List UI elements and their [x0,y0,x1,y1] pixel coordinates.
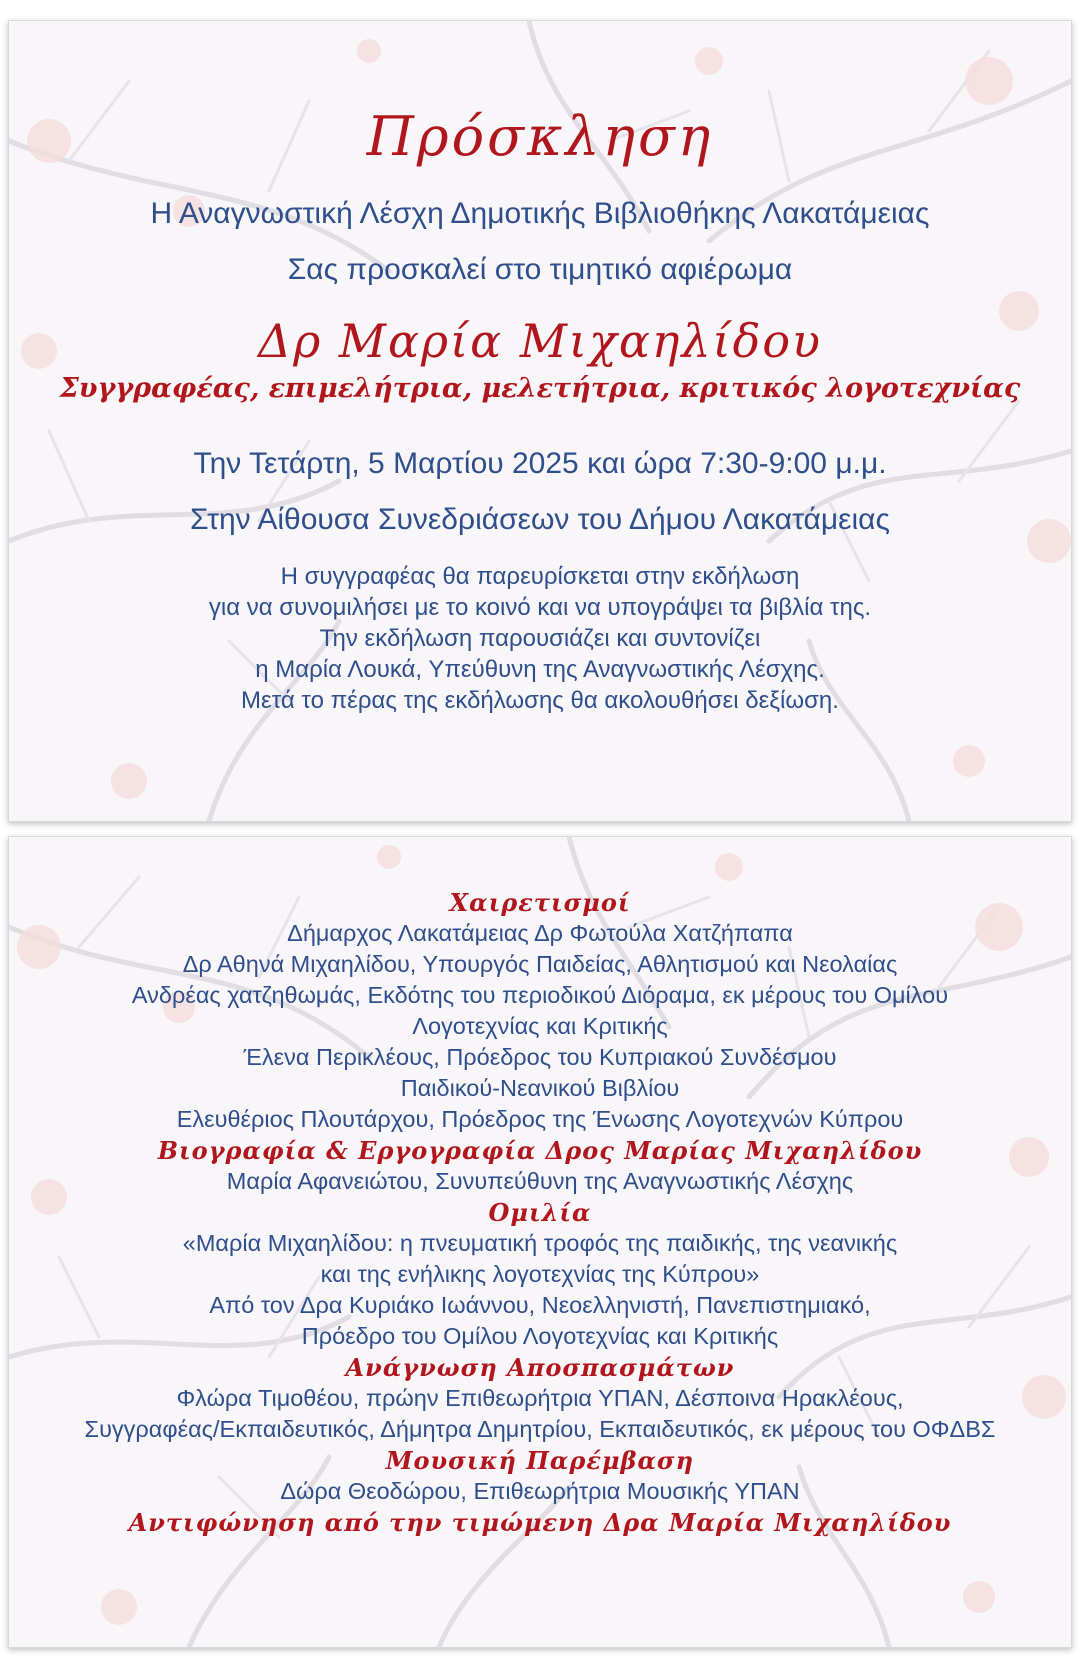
program-line: Ανδρέας χατζηθωμάς, Εκδότης του περιοδικού Διόραμα, εκ μέρους του Ομίλου [131,982,949,1008]
program-line: Δρ Αθηνά Μιχαηλίδου, Υπουργός Παιδείας, Αθλητισμού και Νεολαίας [182,951,898,977]
biography-heading: Βιογραφία & Εργογραφία Δρος Μαρίας Μιχαηλίδου [157,1136,923,1165]
music-heading: Μουσική Παρέμβαση [385,1446,695,1475]
greetings-heading: Χαιρετισμοί [449,888,631,917]
program-line: Δήμαρχος Λακατάμειας Δρ Φωτούλα Χατζήπαπα [287,920,793,946]
program-line: Από τον Δρα Κυριάκο Ιωάννου, Νεοελληνιστή, Πανεπιστημιακό, [209,1292,871,1318]
honoree-name: Δρ Μαρία Μιχαηλίδου [258,314,822,368]
event-notes [9,561,1071,716]
honoree-roles: Συγγραφέας, επιμελήτρια, μελετήτρια, κριτικός λογοτεχνίας [59,373,1021,404]
notes-line: για να συνομιλήσει με το κοινό και να υπογράψει τα βιβλία της. [208,594,872,621]
event-venue: Στην Αίθουσα Συνεδριάσεων του Δήμου Λακατάμειας [190,503,890,536]
organizer-line: Η Αναγνωστική Λέσχη Δημοτικής Βιβλιοθήκης Λακατάμειας [150,197,930,230]
notes-line: Μετά το πέρας της εκδήλωσης θα ακολουθήσει δεξίωση. [241,687,839,714]
program-line: Μαρία Αφανειώτου, Συνυπεύθυνη της Αναγνωστικής Λέσχης [226,1168,854,1194]
program-line: και της ενήλικης λογοτεχνίας της Κύπρου» [320,1261,760,1287]
invitation-line: Σας προσκαλεί στο τιμητικό αφιέρωμα [287,253,793,286]
invitation-title: Πρόσκληση [366,105,714,168]
program-line: «Μαρία Μιχαηλίδου: η πνευματική τροφός της παιδικής, της νεανικής [182,1230,898,1256]
notes-line: Την εκδήλωση παρουσιάζει και συντονίζει [319,625,761,652]
program-card [8,836,1072,1648]
program-line: Έλενα Περικλέους, Πρόεδρος του Κυπριακού Συνδέσμου [243,1044,837,1070]
notes-line: Η συγγραφέας θα παρευρίσκεται στην εκδήλωση [280,563,800,590]
notes-line: η Μαρία Λουκά, Υπεύθυνη της Αναγνωστικής Λέσχης. [255,656,825,683]
speech-heading: Ομιλία [488,1198,592,1227]
program-line: Λογοτεχνίας και Κριτικής [412,1013,668,1039]
response-heading: Αντιφώνηση από την τιμώμενη Δρα Μαρία Μιχαηλίδου [128,1508,952,1537]
readings-heading: Ανάγνωση Αποσπασμάτων [345,1353,735,1382]
program-line: Φλώρα Τιμοθέου, πρώην Επιθεωρήτρια ΥΠΑΝ, Δέσποινα Ηρακλέους, [176,1385,904,1411]
program-line: Συγγραφέας/Εκπαιδευτικός, Δήμητρα Δημητρίου, Εκπαιδευτικός, εκ μέρους του ΟΦΔΒΣ [84,1416,996,1442]
program-line: Δώρα Θεοδώρου, Επιθεωρήτρια Μουσικής ΥΠΑΝ [280,1478,800,1504]
program-line: Πρόεδρο του Ομίλου Λογοτεχνίας και Κριτικής [301,1323,779,1349]
invitation-card [8,20,1072,822]
program-line: Ελευθέριος Πλουτάρχου, Πρόεδρος της Ένωσης Λογοτεχνών Κύπρου [176,1106,904,1132]
event-date: Την Τετάρτη, 5 Μαρτίου 2025 και ώρα 7:30-9:00 μ.μ. [193,447,887,480]
program-line: Παιδικού-Νεανικού Βιβλίου [400,1075,680,1101]
